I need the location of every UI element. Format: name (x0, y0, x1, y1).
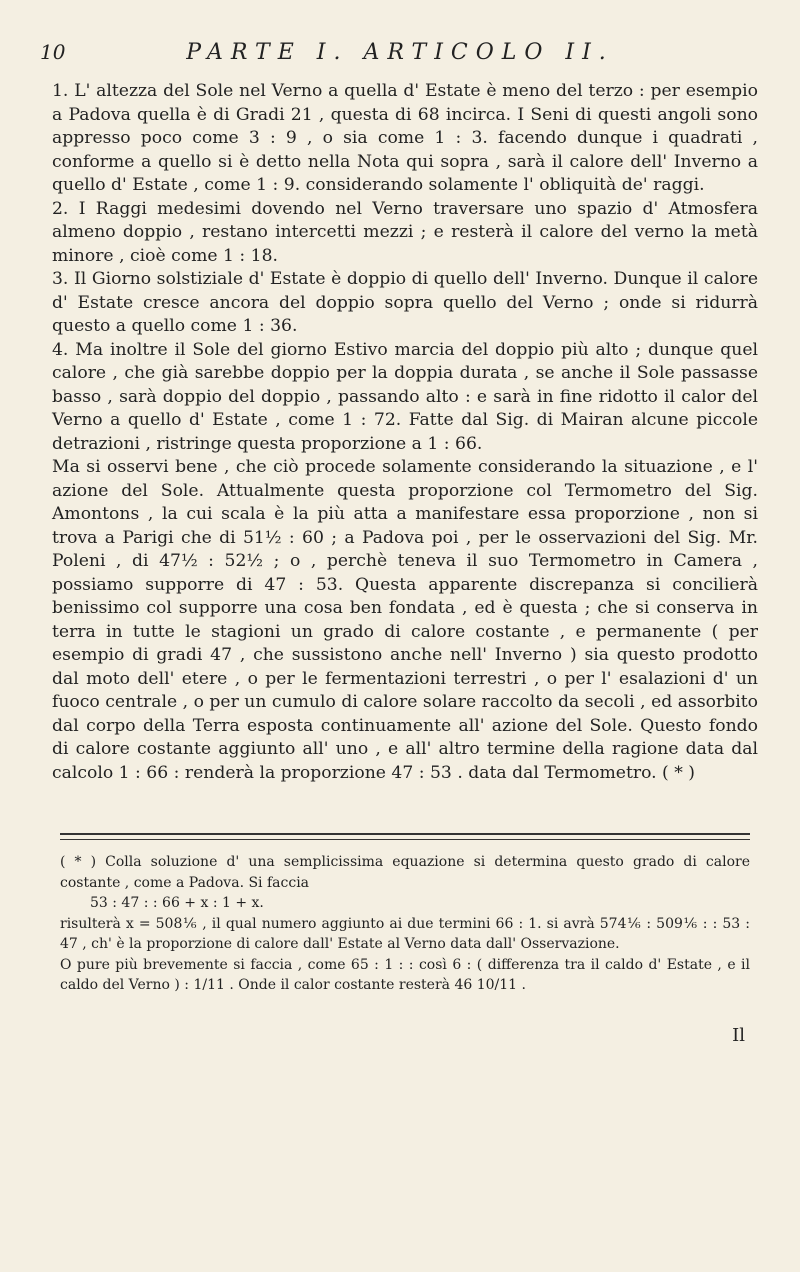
footnote-line: risulterà x = 508⅙ , il qual numero aggiunto ai due termini 66 : 1. si avrà 574⅙ : 509⅙ : : 53 : 47 , ch' è la proporzione di calore dall' Estate al Verno data dall' Osservazione. (60, 915, 750, 952)
footnote (60, 852, 750, 996)
footnote-divider (60, 833, 750, 840)
paragraph-3: 3. Il Giorno solstiziale d' Estate è doppio di quello dell' Inverno. Dunque il calore d' Estate cresce ancora del doppio sopra quello del Verno ; onde si ridurrà questo a quello come 1 : 36. (52, 269, 758, 336)
page-header (40, 40, 760, 70)
main-text (52, 80, 758, 785)
paragraph-1: 1. L' altezza del Sole nel Verno a quella d' Estate è meno del terzo : per esempio a Padova quella è di Gradi 21 , questa di 68 incirca. I Seni di questi angoli sono appresso poco come 3 : 9 , o sia come 1 : 3. facendo dunque i quadrati , conforme a quello si è detto nella Nota qui sopra , sarà il calore dell' Inverno a quello d' Estate , come 1 : 9. considerando solamente l' obliquità de' raggi. (52, 81, 758, 195)
page-number: 10 (40, 40, 66, 64)
catchword: Il (732, 1025, 745, 1046)
footnote-line: ( * ) Colla soluzione d' una semplicissima equazione si determina questo grado di calore costante , come a Padova. Si faccia (60, 854, 750, 891)
paragraph-2: 2. I Raggi medesimi dovendo nel Verno traversare uno spazio d' Atmosfera almeno doppio , restano intercetti mezzi ; e resterà il calore del verno la metà minore , cioè come 1 : 18. (52, 198, 758, 266)
footnote-line: O pure più brevemente si faccia , come 65 : 1 : : così 6 : ( differenza tra il caldo d' Estate , e il caldo del Verno ) : 1/11 . Onde il calor costante resterà 46 10/11 . (60, 956, 750, 993)
footnote-equation: 53 : 47 : : 66 + x : 1 + x. (90, 895, 264, 911)
paragraph-4: 4. Ma inoltre il Sole del giorno Estivo marcia del doppio più alto ; dunque quel calore , che già sarebbe doppio per la doppia durata , se anche il Sole passasse basso , sarà doppio del doppio , passando alto : e sarà in fine ridotto il calor del Verno a quello d' Estate , come 1 : 72. Fatte dal Sig. di Mairan alcune piccole detrazioni , ristringe questa proporzione a 1 : 66. (52, 339, 758, 454)
running-title: PARTE I. ARTICOLO II. (186, 40, 614, 65)
paragraph-5: Ma si osservi bene , che ciò procede solamente considerando la situazione , e l' azione del Sole. Attualmente questa proporzione col Termometro del Sig. Amontons , la cui scala è la più atta a manifestare essa proporzione , non si trova a Parigi che di 51½ : 60 ; a Padova poi , per le osservazioni del Sig. Mr. Poleni , di 47½ : 52½ ; o , perchè teneva il suo Termometro in Camera , possiamo supporre di 47 : 53. Questa apparente discrepanza si concilierà benissimo col supporre una cosa ben fondata , ed è questa ; che si conserva in terra in tutte le stagioni un grado di calore costante , e permanente ( per esempio di gradi 47 , che sussistono anche nell' Inverno ) sia questo prodotto dal moto dell' etere , o per le fermentazioni terrestri , o per l' esalazioni d' un fuoco centrale , o per un cumulo di calore solare raccolto da secoli , ed assorbito dal corpo della Terra esposta continuamente all' azione del Sole. Questo fondo di calore costante aggiunto all' uno , e all' altro termine della ragione data dal calcolo 1 : 66 : renderà la proporzione 47 : 53 . data dal Termometro. ( * ) (52, 457, 758, 783)
